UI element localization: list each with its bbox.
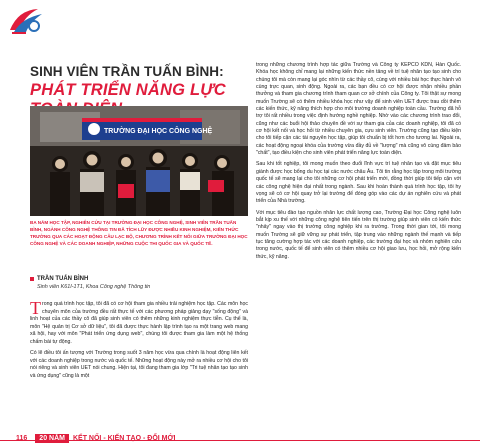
page-footer — [0, 429, 480, 447]
page-number: 116 — [16, 434, 28, 442]
bullet-square-icon — [30, 277, 34, 281]
author-name: TRẦN TUẤN BÌNH — [37, 276, 89, 282]
article-title-line2: PHÁT TRIỂN NĂNG LỰC — [30, 81, 226, 99]
students-photo-illustration — [30, 106, 248, 216]
photo-sign-text: TRƯỜNG ĐẠI HỌC CÔNG NGHỆ — [104, 128, 213, 135]
anniversary-logo — [8, 6, 44, 36]
body-right-column — [256, 62, 461, 265]
dropcap: T — [30, 298, 41, 318]
article-photo — [30, 106, 248, 216]
author-block — [30, 276, 248, 290]
body-right-p2: Sau khi tốt nghiệp, tôi mong muốn theo đuổi lĩnh vực trí tuệ nhân tạo và đặt mục tiêu giành được học bổng du học tại các nước châu Âu. Tôi tin rằng học tập trong môi trường quốc tế sẽ mang lại cho tôi những cơ hội phát triển mới, đồng thời giúp tôi tiếp cận với các công nghệ hiện đại nhất trong ngành. Sau khi hoàn thành quá trình học tập, tôi hy vọng sẽ có cơ hội quay trở lại trường để đóng góp vào các dự án nghiên cứu và phát triển của Nhà trường. — [256, 161, 461, 205]
footer-tagline: KẾT NỐI - KIẾN TẠO - ĐỔI MỚI — [72, 434, 176, 442]
photo-caption: BA NĂM HỌC TẬP, NGHIÊN CỨU TẠI TRƯỜNG ĐẠI HỌC CÔNG NGHỆ, SINH VIÊN TRẦN TUẤN BÌNH, NGÀNH CÔNG NGHỆ THÔNG TIN ĐÃ TÍCH LŨY ĐƯỢC NHIỀU KINH NGHIỆM, KIẾN THỨC TRƯỜNG QUA CÁC HOẠT ĐỘNG CÂU LẠC BỘ, CHƯƠNG TRÌNH KẾT NỐI GIỮA TRƯỜNG ĐẠI HỌC CÔNG NGHỆ VÀ CÁC DOANH NGHIỆP, NHỮNG CUỘC THI QUỐC GIA VÀ QUỐC TẾ. — [30, 220, 248, 246]
body-left-column — [30, 298, 248, 384]
anniversary-logo-mark — [8, 6, 44, 36]
body-left-p1: rong quá trình học tập, tôi đã có cơ hội tham gia nhiều trải nghiệm học tập. Các môn học chuyên môn của trường đều rất thực tế với các phương pháp giảng dạy "sống động" và linh hoạt của các thầy cô đã giúp sinh viên có thêm những kinh nghiệm thực tiễn. Cụ thể là, môn "Hệ quản trị Cơ sở dữ liệu", tôi đã được thực hành lập trình tạo ra một trang web mang xã hội, hay với môn "Phát triển ứng dụng web", chúng tôi được tham gia làm một hệ thống chấm bài tự động. — [30, 301, 248, 345]
body-paragraph — [30, 298, 248, 346]
author-role: Sinh viên K61I-1T1, Khoa Công nghệ Thông tin — [37, 284, 151, 290]
footer-brand: 20 NĂM — [35, 434, 69, 443]
body-right-p1: trong những chương trình hợp tác giữa Trường và Công ty KEPCO KDN, Hàn Quốc. Khóa học không chỉ mang lại những kiến thức nền tảng về trí tuệ nhân tạo tạo sinh cho chúng tôi mà còn mang lại góc nhìn từ các thầy cô, cùng với nhiều bài học thực hành vô cùng trực quan, sinh động. Ngoài ra, các bạn đều có cơ hội được nhận nhiều phần thưởng và tham gia chương trình tham quan cơ sở chính của Công ty. Tôi thật sự mong muốn Trường sẽ có thêm nhiều khóa học như vậy để sinh viên UET được trau dồi thêm các kiến thức, kỹ năng thích hợp cho môi trường doanh nghiệp toàn cầu. Trường đã hỗ trợ tôi rất nhiều trong việc định hướng nghề nghiệp. Nhờ vào các chương trình trao đổi, cũng như các buổi hội thảo chuyên đề với sự tham gia của các doanh nghiệp, tôi đã có cơ hội kết nối và học hỏi từ nhiều chuyên gia, cựu sinh viên. Trường cũng tạo điều kiện cho tôi tiếp cận các tài nguyên học tập, giúp tôi chuẩn bị tốt hơn cho tương lai. Ngoài ra, các hoạt động ngoại khóa của trường vừa đầy đủ về "lượng" mà cũng vô cùng đảm bảo "chất", tạo điều kiện cho sinh viên phát triển năng lực toàn diện. — [256, 62, 461, 157]
body-left-p2: Có lẽ điều tôi ấn tượng với Trường trong suốt 3 năm học vừa qua chính là hoạt động liên kết với các doanh nghiệp trong nước và quốc tế. Những hoạt động này mở ra nhiều cơ hội cho tôi nói riêng và sinh viên UET nói chung. Hiện tại, tôi đang tham gia lớp "Tri tuệ nhân tạo tạo sinh và ứng dụng" cũng là một — [30, 350, 248, 379]
article-title-line1: SINH VIÊN TRẦN TUẤN BÌNH: — [30, 64, 224, 79]
author-name-row — [30, 276, 248, 282]
body-right-p3: Với mục tiêu đào tạo nguồn nhân lực chất lượng cao, Trường Đại học Công nghệ luôn bắt kịp xu thế với những công nghệ tiên tiến trên thị trường giúp sinh viên có kiến thức "nhảy" ngay vào thị trường công nghiệp khi ra trường. Trong thời gian tới, tôi mong muốn Trường sẽ giữ vững sự phát triển, tập trung vào những ngành thế mạnh và tiếp tục tăng cường hợp tác với các doanh nghiệp, các trường đại học và nhóm nghiên cứu trong nước, quốc tế để sinh viên có thêm nhiều cơ hội giao lưu, học hỏi, mở rộng kiến thức, kỹ năng. — [256, 209, 461, 260]
